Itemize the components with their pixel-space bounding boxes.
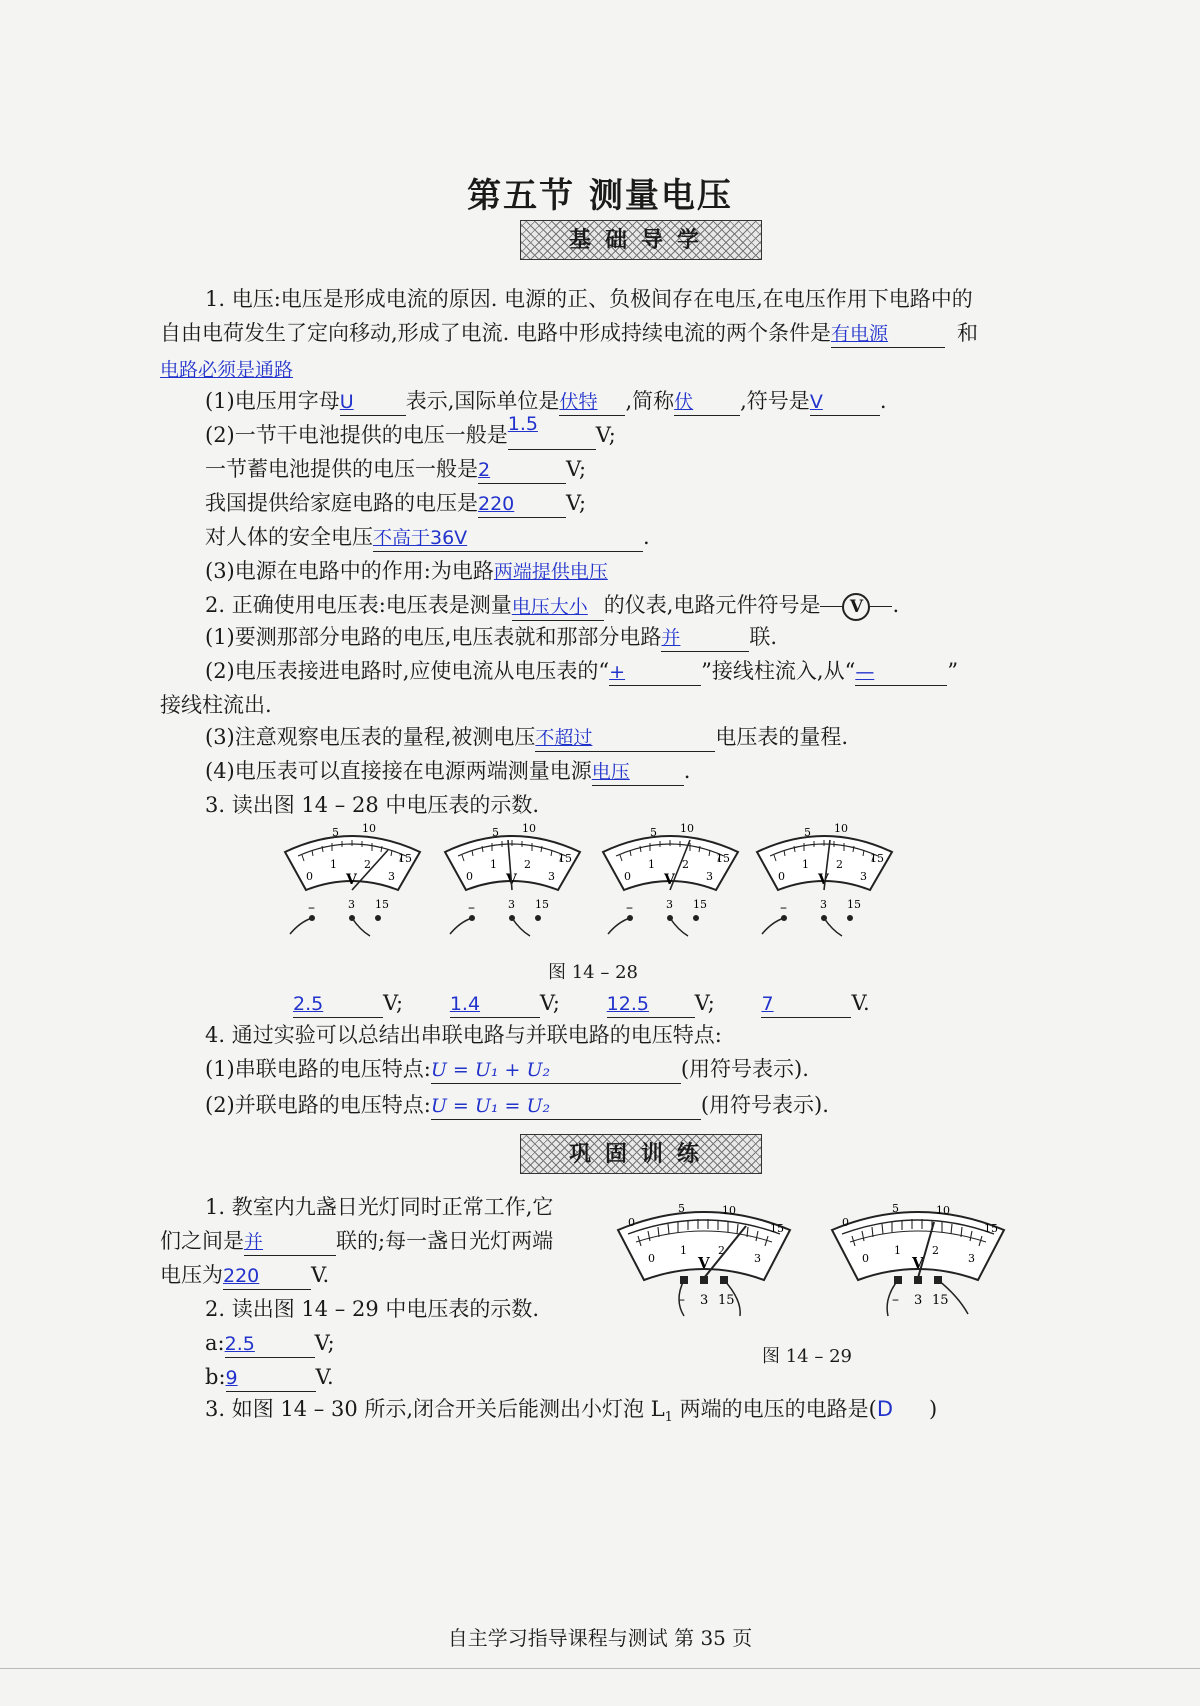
figure-14-28-caption: 图 14 – 28 <box>548 962 638 983</box>
practice-q2-b: b: 9 V. <box>205 1362 334 1392</box>
q4-parallel: (2)并联电路的电压特点: U = U₁ = U₂ (用符号表示). <box>205 1090 829 1120</box>
practice-q1-line3: 电压为 220 V. <box>160 1260 329 1290</box>
q3-text: 3. 读出图 14 – 28 中电压表的示数. <box>205 793 540 817</box>
q1-item1: (1)电压用字母 U 表示,国际单位是 伏特 ,简称 伏 ,符号是 V . <box>205 386 887 416</box>
practice-q3-text: 3. 如图 14 – 30 所示,闭合开关后能测出小灯泡 $L_1$ 两端的电压的电路是(D ) <box>205 1397 938 1426</box>
page-footer: 自主学习指导课程与测试 第 35 页 <box>447 1626 753 1650</box>
q1-item2: (2)一节干电池提供的电压一般是 1.5 V; <box>205 420 616 450</box>
q4-text: 4. 通过实验可以总结出串联电路与并联电路的电压特点: <box>205 1023 722 1047</box>
q2-item2: (2)电压表接进电路时,应使电流从电压表的“ + ”接线柱流入,从“ — ” <box>205 656 958 686</box>
voltmeter-symbol-icon: V <box>842 593 870 621</box>
q2-item1: (1)要测那部分电路的电压,电压表就和那部分电路 并 联. <box>205 622 777 652</box>
q1-item5: 对人体的安全电压 不高于36V . <box>205 522 650 552</box>
figure-14-29-voltmeters <box>614 1200 1022 1320</box>
practice-q1-line1: 1. 教室内九盏日光灯同时正常工作,它 <box>205 1195 554 1219</box>
practice-q2-text: 2. 读出图 14 – 29 中电压表的示数. <box>205 1297 540 1321</box>
q1-item4: 我国提供给家庭电路的电压是 220 V; <box>205 488 586 518</box>
practice-q1-line2: 们之间是 并 联的;每一盏日光灯两端 <box>160 1226 553 1256</box>
q2-item3: (3)注意观察电压表的量程,被测电压 不超过 电压表的量程. <box>205 722 848 752</box>
q4-series: (1)串联电路的电压特点: U = U₁ + U₂ (用符号表示). <box>205 1054 809 1084</box>
banner-basic-guide: 基础导学 <box>520 220 762 260</box>
q2-intro: 2. 正确使用电压表:电压表是测量 电压大小 的仪表,电路元件符号是 V . <box>205 590 899 621</box>
practice-q2-a: a: 2.5 V; <box>205 1328 335 1358</box>
q3-answers: 2.5 V; 1.4 V; 12.5 V; 7 V. <box>293 988 870 1018</box>
section-title: 第五节 测量电压 <box>467 176 733 216</box>
figure-14-28-voltmeters <box>280 822 920 947</box>
bottom-rule <box>0 1668 1200 1669</box>
q2-item4: (4)电压表可以直接接在电源两端测量电源 电压 . <box>205 756 690 786</box>
banner-practice: 巩固训练 <box>520 1134 762 1174</box>
q1-item3: 一节蓄电池提供的电压一般是 2 V; <box>205 454 586 484</box>
q2-item2-cont: 接线柱流出. <box>160 693 272 717</box>
q1-intro-line2: 自由电荷发生了定向移动,形成了电流. 电路中形成持续电流的两个条件是 有电源 和 <box>160 318 978 348</box>
q1-intro-line1: 1. 电压:电压是形成电流的原因. 电源的正、负极间存在电压,在电压作用下电路中的 <box>205 287 973 311</box>
q1-intro-line3: 电路必须是通路 <box>160 359 294 381</box>
figure-14-29-caption: 图 14 – 29 <box>762 1346 852 1367</box>
q1-item6: (3)电源在电路中的作用:为电路两端提供电压 <box>205 559 608 583</box>
